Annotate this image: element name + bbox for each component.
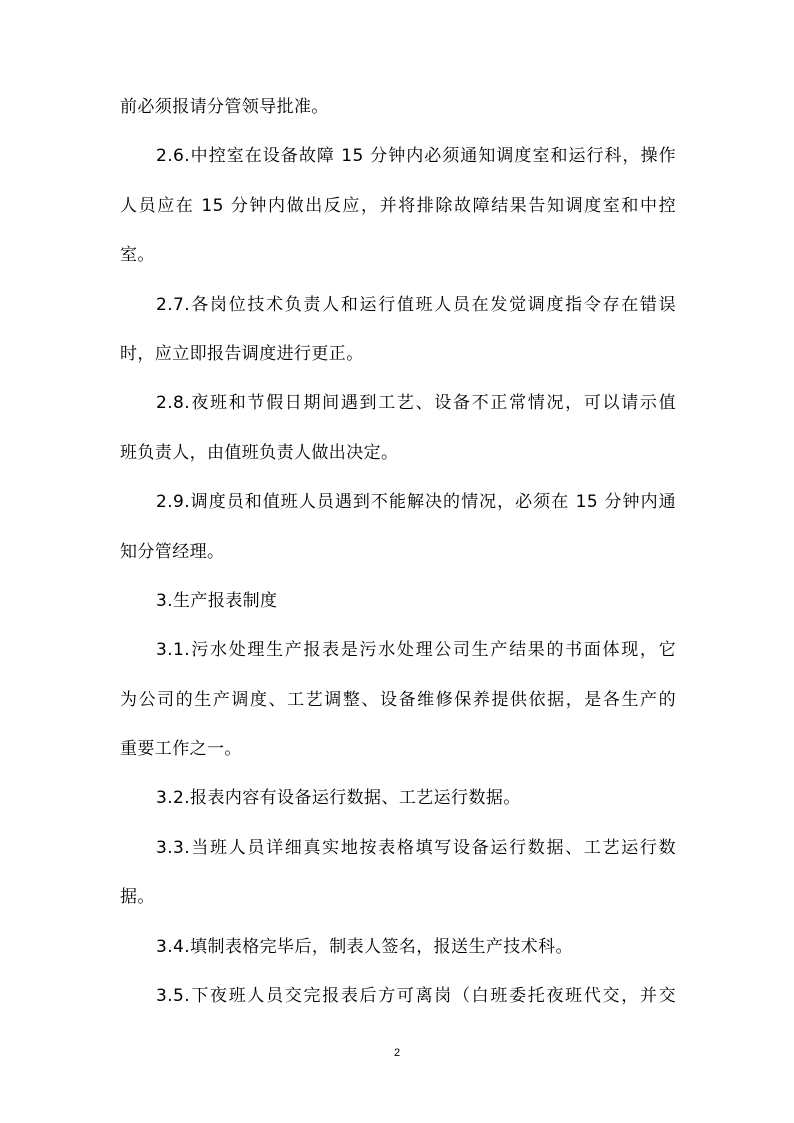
text-line-continuation: 前必须报请分管领导批准。 [120,97,329,117]
paragraph-2-9-line-1: 2.9.调度员和值班人员遇到不能解决的情况，必须在 15 分钟内通 [156,492,676,512]
paragraph-3-3-line-1: 3.3.当班人员详细真实地按表格填写设备运行数据、工艺运行数 [156,838,676,858]
paragraph-3-5-line-1: 3.5.下夜班人员交完报表后方可离岗（白班委托夜班代交，并交 [156,986,676,1006]
paragraph-2-6-line-1: 2.6.中控室在设备故障 15 分钟内必须通知调度室和运行科，操作 [156,146,676,166]
paragraph-3-1-line-2: 为公司的生产调度、工艺调整、设备维修保养提供依据，是各生产的 [120,690,676,710]
paragraph-3-3-line-2: 据。 [120,887,155,907]
paragraph-2-6-line-2: 人员应在 15 分钟内做出反应，并将排除故障结果告知调度室和中控 [120,196,676,216]
section-heading-3: 3.生产报表制度 [156,591,278,611]
paragraph-2-6-line-3: 室。 [120,245,155,265]
paragraph-2-8-line-1: 2.8.夜班和节假日期间遇到工艺、设备不正常情况，可以请示值 [156,393,676,413]
page-number: 2 [393,1047,401,1059]
paragraph-3-2: 3.2.报表内容有设备运行数据、工艺运行数据。 [156,788,521,808]
paragraph-3-4: 3.4.填制表格完毕后，制表人签名，报送生产技术科。 [156,937,573,957]
paragraph-2-7-line-2: 时，应立即报告调度进行更正。 [120,344,364,364]
paragraph-2-8-line-2: 班负责人，由值班负责人做出决定。 [120,443,399,463]
paragraph-3-1-line-1: 3.1.污水处理生产报表是污水处理公司生产结果的书面体现，它 [156,640,676,660]
paragraph-2-7-line-1: 2.7.各岗位技术负责人和运行值班人员在发觉调度指令存在错误 [156,295,676,315]
paragraph-2-9-line-2: 知分管经理。 [120,542,225,562]
paragraph-3-1-line-3: 重要工作之一。 [120,739,242,759]
